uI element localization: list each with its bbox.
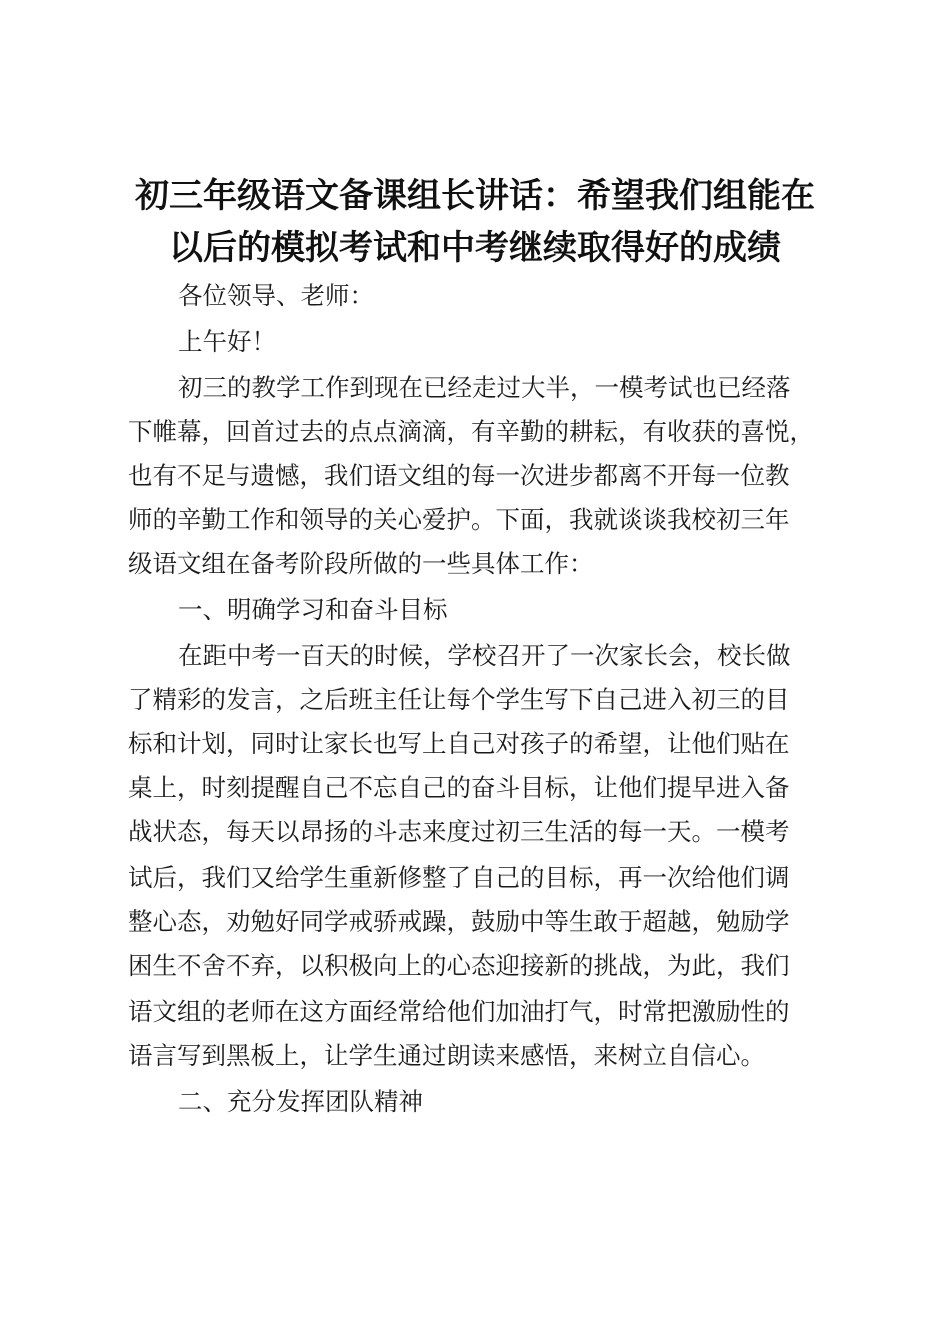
salutation: 各位领导、老师： xyxy=(178,281,374,310)
body-line: 初三的教学工作到现在已经走过大半，一模考试也已经落 xyxy=(178,373,791,402)
body-line: 下帷幕，回首过去的点点滴滴，有辛勤的耕耘，有收获的喜悦， xyxy=(128,417,814,446)
body-line: 了精彩的发言，之后班主任让每个学生写下自己进入初三的目 xyxy=(128,685,790,714)
body-line: 困生不舍不弃，以积极向上的心态迎接新的挑战，为此，我们 xyxy=(128,951,790,980)
greeting: 上午好！ xyxy=(178,327,276,356)
body-line: 在距中考一百天的时候，学校召开了一次家长会，校长做 xyxy=(178,641,791,670)
title-line: 以后的模拟考试和中考继续取得好的成绩 xyxy=(169,228,781,268)
body-line: 语言写到黑板上，让学生通过朗读来感悟，来树立自信心。 xyxy=(128,1041,765,1070)
body-line: 桌上，时刻提醒自己不忘自己的奋斗目标，让他们提早进入备 xyxy=(128,773,790,802)
body-line: 试后，我们又给学生重新修整了自己的目标，再一次给他们调 xyxy=(128,863,790,892)
section-heading: 二、充分发挥团队精神 xyxy=(178,1087,423,1116)
body-line: 级语文组在备考阶段所做的一些具体工作： xyxy=(128,549,594,578)
body-line: 也有不足与遗憾，我们语文组的每一次进步都离不开每一位教 xyxy=(128,461,790,490)
body-line: 战状态，每天以昂扬的斗志来度过初三生活的每一天。一模考 xyxy=(128,817,790,846)
body-line: 师的辛勤工作和领导的关心爱护。下面，我就谈谈我校初三年 xyxy=(128,505,790,534)
body-line: 语文组的老师在这方面经常给他们加油打气，时常把激励性的 xyxy=(128,997,790,1026)
title-line: 初三年级语文备课组长讲话：希望我们组能在 xyxy=(135,176,815,216)
document-title xyxy=(100,170,850,274)
body-line: 整心态，劝勉好同学戒骄戒躁，鼓励中等生敢于超越，勉励学 xyxy=(128,907,790,936)
body-line: 标和计划，同时让家长也写上自己对孩子的希望，让他们贴在 xyxy=(128,729,790,758)
section-heading: 一、明确学习和奋斗目标 xyxy=(178,595,448,624)
